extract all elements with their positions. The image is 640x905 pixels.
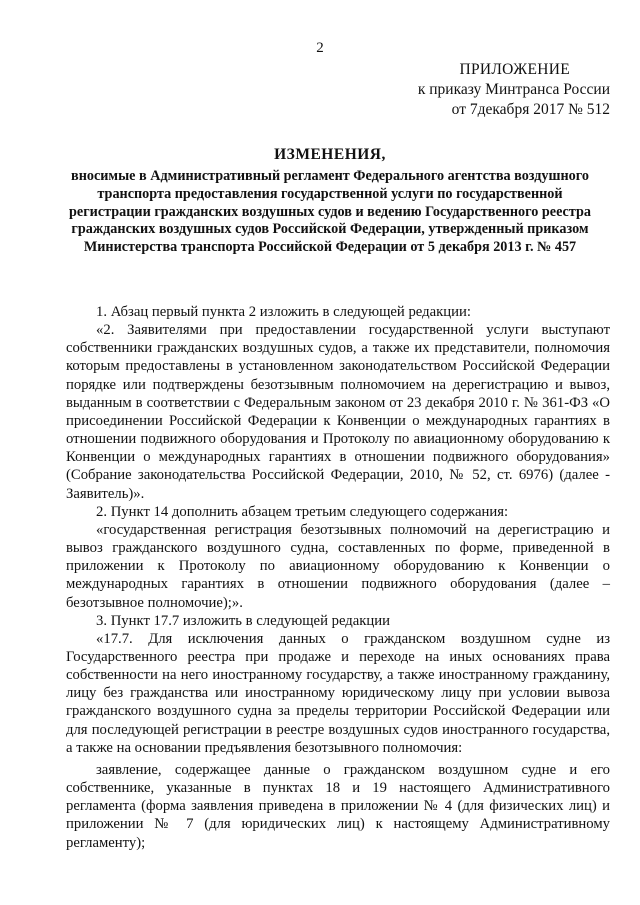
paragraph-item-2: «2. Заявителями при предоставлении государственной услуги выступают собственники гражданских воздушных судов, а также их представители, полномочия которым предоставлены в установленном законодательством Российской Федерации порядке или подтверждены безотзывным полномочием на дерегистрацию и вывоз, выданным в соответствии с Федеральным законом от 23 декабря 2010 г. № 361-ФЗ «О присоединении Российской Федерации к Конвенции о международных гарантиях в отношении подвижного оборудования и Протоколу по авиационному оборудованию к Конвенции о международных гарантиях в отношении подвижного оборудования» (Собрание законодательства Российской Федерации, 2010, № 52, ст. 6976) (далее - Заявитель)». xyxy=(66,322,610,502)
paragraph-item-7: заявление, содержащее данные о гражданском воздушном судне и его собственнике, указанные в пунктах 18 и 19 настоящего Административного регламента (форма заявления приведена в приложении № 4 (для физических лиц) и приложении № 7 (для юридических лиц) к настоящему Административному регламенту); xyxy=(66,761,610,851)
appendix-title: ПРИЛОЖЕНИЕ xyxy=(459,61,570,78)
appendix-order-line: к приказу Минтранса России xyxy=(417,81,610,98)
paragraph-item-6: «17.7. Для исключения данных о гражданском воздушном судне из Государственного реестра при продаже и переходе на иных основаниях права собственности на него иностранному государству, а также иностранному гражданину, лицу без гражданства или иностранному юридическому лицу при условии вывоза гражданского воздушного судна за пределы территории Российской Федерации или для последующей регистрации в реестре воздушных судов иностранного государства, а также на основании предъявления безотзывного полномочия: xyxy=(66,630,610,756)
document-heading: ИЗМЕНЕНИЯ, xyxy=(274,146,386,163)
paragraph-item-5: 3. Пункт 17.7 изложить в следующей редакции xyxy=(96,612,390,629)
appendix-date-line: от 7декабря 2017 № 512 xyxy=(451,101,610,118)
page-number: 2 xyxy=(316,40,324,56)
appendix-block xyxy=(418,60,610,120)
document-body xyxy=(66,303,610,852)
paragraph-item-4: «государственная регистрация безотзывных полномочий на дерегистрацию и вывоз гражданского воздушного судна, составленных по форме, приведенной в приложении к Протоколу по авиационному оборудованию к Конвенции о международных гарантиях в отношении подвижного оборудования (далее – безотзывное полномочие);». xyxy=(66,521,610,611)
paragraph-item-1: 1. Абзац первый пункта 2 изложить в следующей редакции: xyxy=(96,304,471,320)
document-subheading: вносимые в Административный регламент Федерального агентства воздушного транспорта предоставления государственной услуги по государственной регистрации гражданских воздушных судов и ведению Государственного реестра гражданских воздушных судов Российской Федерации, утвержденный приказом Министерства транспорта Российской Федерации от 5 декабря 2013 г. № 457 xyxy=(69,168,591,256)
paragraph-item-3: 2. Пункт 14 дополнить абзацем третьим следующего содержания: xyxy=(96,503,509,520)
